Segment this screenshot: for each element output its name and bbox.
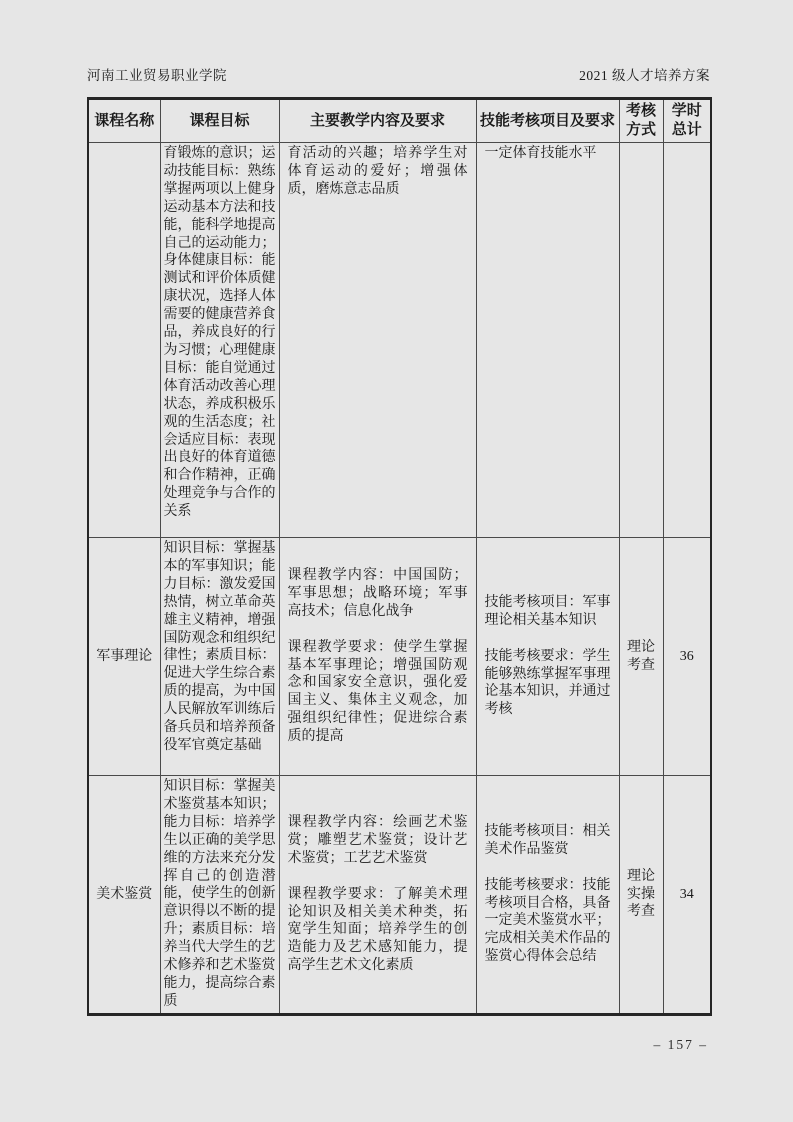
- table-header-row: [88, 99, 711, 143]
- cell-assessment-method: 理论考查: [619, 538, 663, 776]
- col-header-total-hours: 学时总计: [663, 99, 711, 143]
- objectives-text: 知识目标：掌握美术鉴赏基本知识；能力目标：培养学生以正确的美学思维的方法来充分发挥自己的创造潜能，使学生的创新意识得以不断的提升；素质目标：培养当代大学生的艺术修养和艺术鉴赏能力，提高综合素质: [163, 779, 276, 1009]
- cell-total-hours: [663, 143, 711, 538]
- document-header: [87, 64, 710, 84]
- teaching-content-text: 育活动的兴趣；培养学生对体育运动的爱好；增强体质，磨炼意志品质: [287, 146, 468, 197]
- col-header-skill-assessment: 技能考核项目及要求: [476, 99, 619, 143]
- col-header-assessment-method: 考核方式: [619, 99, 663, 143]
- table-row-military-theory: [88, 538, 711, 776]
- cell-course-name: [88, 143, 160, 538]
- curriculum-table: [87, 97, 712, 1016]
- cell-course-objectives: [160, 776, 279, 1015]
- col-header-course-objectives: 课程目标: [160, 99, 279, 143]
- skill-item-paragraph: 技能考核项目：军事理论相关基本知识: [484, 594, 611, 628]
- cell-course-objectives: [160, 143, 279, 538]
- cell-assessment-method: [619, 143, 663, 538]
- page-number: – 157 –: [653, 1037, 708, 1052]
- col-header-teaching-content: 主要教学内容及要求: [279, 99, 476, 143]
- skill-requirement-paragraph: 技能考核要求：学生能够熟练掌握军事理论基本知识，并通过考核: [484, 648, 611, 718]
- cell-course-objectives: [160, 538, 279, 776]
- header-plan-title: 2021 级人才培养方案: [579, 68, 710, 83]
- teaching-requirement-paragraph: 课程教学要求：使学生掌握基本军事理论；增强国防观念和国家安全意识，强化爱国主义、集体主义观念，加强组织纪律性；促进综合素质的提高: [287, 639, 468, 745]
- cell-course-name: 美术鉴赏: [88, 776, 160, 1015]
- cell-skill-assessment: [476, 776, 619, 1015]
- col-header-course-name: 课程名称: [88, 99, 160, 143]
- skill-requirement-paragraph: 技能考核要求：技能考核项目合格，具备一定美术鉴赏水平；完成相关美术作品的鉴赏心得体会总结: [484, 877, 611, 965]
- cell-course-name: 军事理论: [88, 538, 160, 776]
- objectives-text: 知识目标：掌握基本的军事知识；能力目标：激发爱国热情，树立革命英雄主义精神，增强国防观念和组织纪律性；素质目标：促进大学生综合素质的提高，为中国人民解放军训练后备兵员和培养预备役军官奠定基础: [163, 541, 276, 753]
- cell-total-hours: 36: [663, 538, 711, 776]
- teaching-content-paragraph: 课程教学内容：绘画艺术鉴赏；雕塑艺术鉴赏；设计艺术鉴赏；工艺艺术鉴赏: [287, 814, 468, 866]
- skill-item-paragraph: 技能考核项目：相关美术作品鉴赏: [484, 823, 611, 857]
- cell-skill-assessment: [476, 538, 619, 776]
- cell-teaching-content: [279, 143, 476, 538]
- objectives-text: 育锻炼的意识；运动技能目标：熟练掌握两项以上健身运动基本方法和技能，能科学地提高自己的运动能力；身体健康目标：能测试和评价体质健康状况，选择人体需要的健康营养食品，养成良好的行为习惯；心理健康目标：能自觉通过体育活动改善心理状态，养成积极乐观的生活态度；社会适应目标：表现出良好的体育道德和合作精神，正确处理竞争与合作的关系: [163, 146, 276, 520]
- cell-assessment-method: 理论实操考查: [619, 776, 663, 1015]
- header-school-name: 河南工业贸易职业学院: [87, 68, 227, 83]
- cell-teaching-content: [279, 538, 476, 776]
- teaching-requirement-paragraph: 课程教学要求：了解美术理论知识及相关美术种类，拓宽学生知面；培养学生的创造能力及艺术感知能力，提高学生艺术文化素质: [287, 886, 468, 974]
- table-row-pe-continued: [88, 143, 711, 538]
- skill-assessment-text: 一定体育技能水平: [484, 146, 597, 161]
- teaching-content-paragraph: 课程教学内容：中国国防；军事思想；战略环境；军事高技术；信息化战争: [287, 567, 468, 619]
- cell-skill-assessment: [476, 143, 619, 538]
- table-row-art-appreciation: [88, 776, 711, 1015]
- cell-teaching-content: [279, 776, 476, 1015]
- cell-total-hours: 34: [663, 776, 711, 1015]
